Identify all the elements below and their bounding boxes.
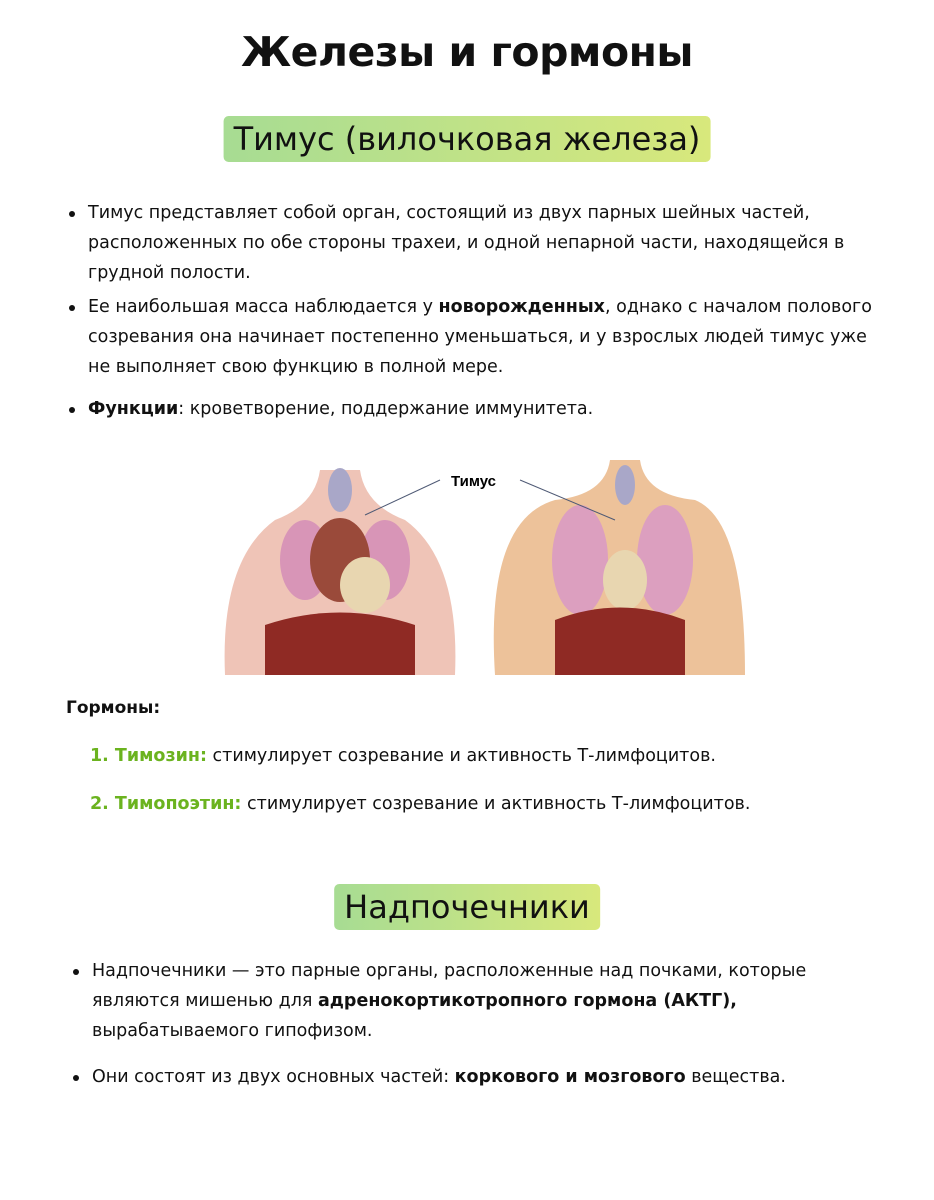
thymus-image-label: Тимус [451, 473, 497, 490]
list-item [66, 394, 876, 424]
bullet-text: : кроветворение, поддержание иммунитета. [178, 399, 594, 419]
bullet-text: Тимус представляет собой орган, состоящий из двух парных шейных частей, расположенных по обе стороны трахеи, и одной непарной части, находящейся в грудной полости. [88, 203, 845, 283]
bullet-text: Они состоят из двух основных частей: [92, 1067, 455, 1087]
list-item [66, 198, 876, 288]
list-item [70, 1062, 870, 1092]
adult-torso [494, 460, 745, 675]
bullet-text: Ее наибольшая масса наблюдается у [88, 297, 439, 317]
pointer-line [365, 480, 440, 515]
list-item [70, 956, 870, 1046]
bullet-text: вырабатываемого гипофизом. [92, 1021, 373, 1041]
hormone-name: 2. Тимопоэтин: [90, 794, 242, 814]
bullet-bold: Функции [88, 399, 179, 419]
page-title: Железы и гормоны [240, 28, 694, 76]
hormone-item [90, 746, 716, 766]
bullet-bold: коркового и мозгового [454, 1067, 686, 1087]
section-heading-adrenal: Надпочечники [334, 884, 600, 930]
hormone-item [90, 794, 750, 814]
section-heading-thymus: Тимус (вилочковая железа) [224, 116, 711, 162]
thymus-bullets [66, 198, 876, 424]
bullet-text: , однако с началом полового созревания она начинает постепенно уменьшаться, и у взрослых людей тимус уже не выполняет свою функцию в полной мере. [88, 297, 872, 377]
bullet-bold: новорожденных [438, 297, 605, 317]
hormone-desc: стимулирует созревание и активность Т-лимфоцитов. [206, 746, 716, 766]
hormone-name: 1. Тимозин: [90, 746, 207, 766]
bullet-text: вещества. [685, 1067, 786, 1087]
adrenal-bullets [70, 956, 870, 1092]
list-item [66, 292, 876, 382]
hormones-label: Гормоны: [66, 698, 161, 718]
thymus-illustration [215, 460, 750, 680]
hormone-desc: стимулирует созревание и активность Т-лимфоцитов. [241, 794, 751, 814]
bullet-text: Надпочечники — это парные органы, расположенные над почками, которые являются мишенью для [92, 961, 807, 1011]
child-torso [225, 468, 456, 675]
bullet-bold: адренокортикотропного гормона (АКТГ), [317, 991, 737, 1011]
